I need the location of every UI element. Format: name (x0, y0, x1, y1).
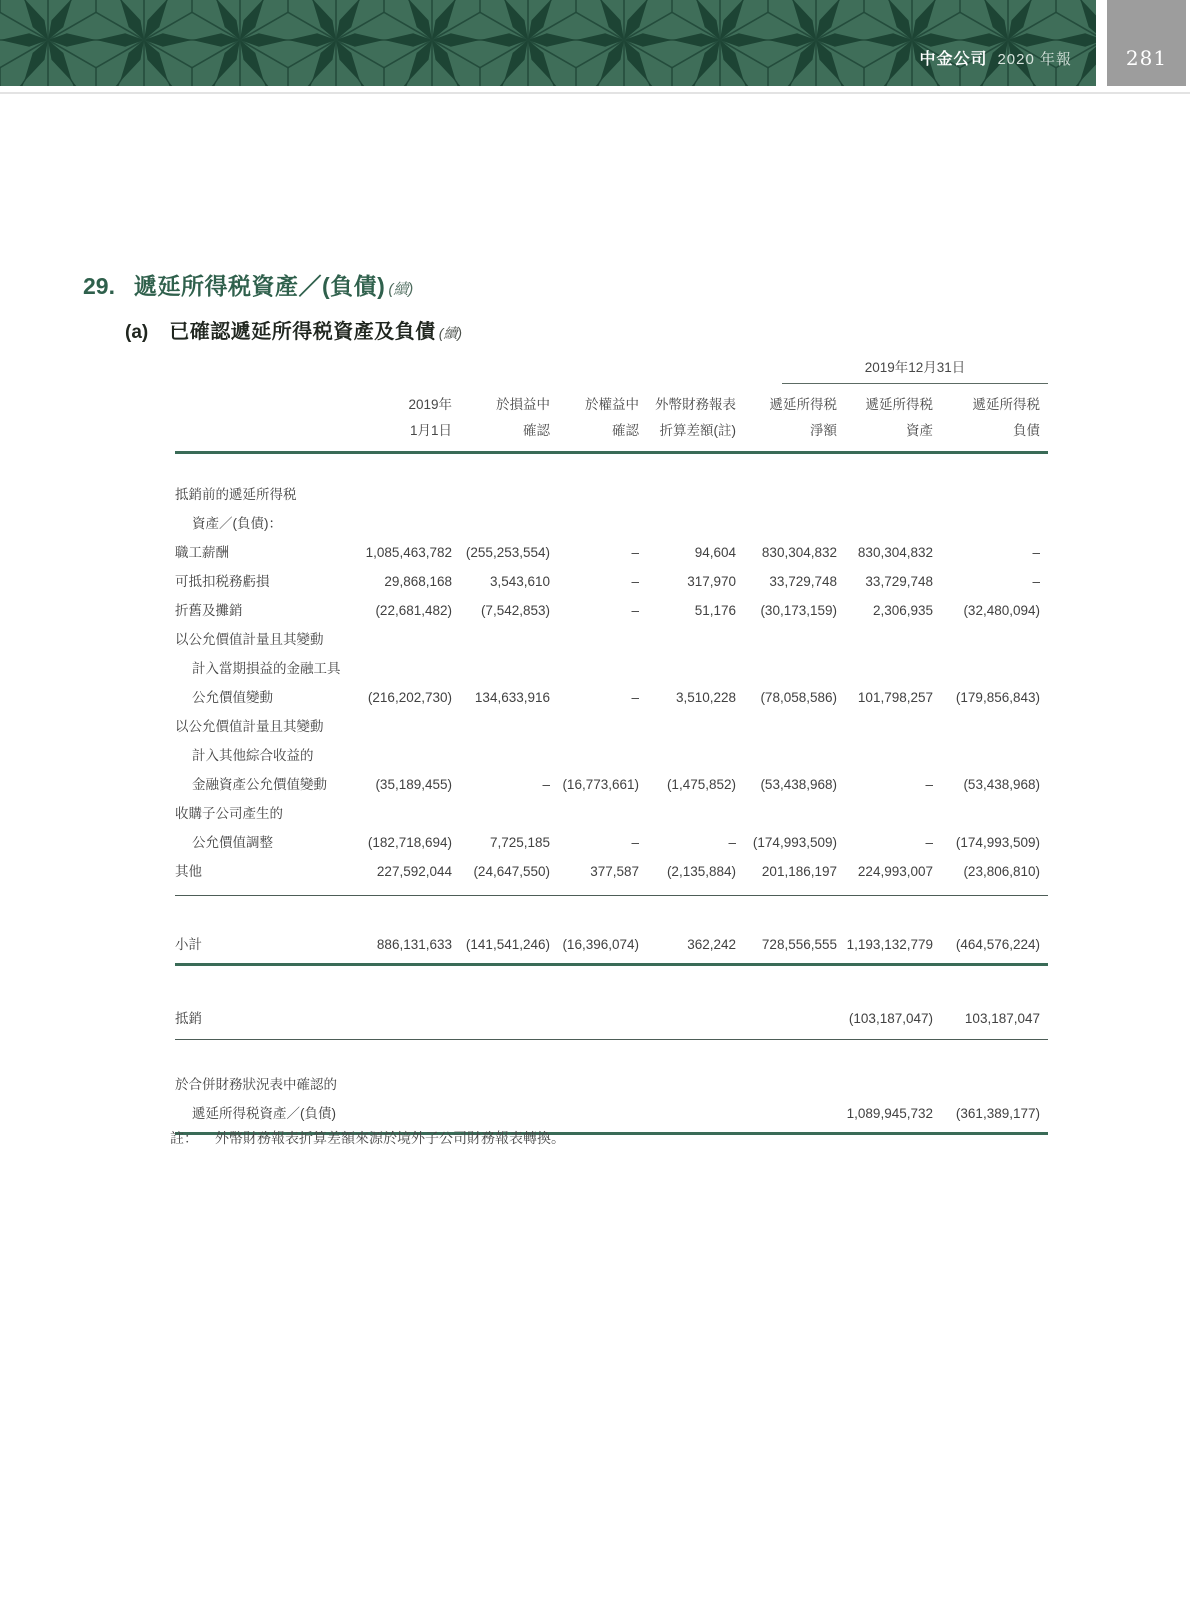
cell-value: (22,681,482) (375, 603, 452, 618)
cell-value: (179,856,843) (955, 690, 1040, 705)
cell-value: 103,187,047 (964, 1011, 1040, 1026)
cell-value (647, 741, 744, 770)
cell-value (744, 1099, 845, 1128)
column-header: 於損益中 確認 (496, 397, 550, 438)
cell-value: – (925, 835, 933, 850)
cell-value (558, 1099, 647, 1128)
cell-value (360, 741, 460, 770)
cell-value: (53,438,968) (963, 777, 1040, 792)
row-label: 資產／(負債)： (192, 516, 282, 531)
cell-value: (32,480,094) (963, 603, 1040, 618)
table-row (175, 828, 1048, 857)
column-header-row (175, 384, 1048, 444)
banner-text (0, 0, 1096, 86)
cell-value (845, 480, 941, 509)
cell-value (845, 654, 941, 683)
company-name: 中金公司 (919, 51, 988, 68)
subsection-letter: (a) (125, 322, 149, 343)
page-number-box (1107, 0, 1186, 86)
cell-value: 33,729,748 (865, 574, 933, 589)
cell-value (360, 654, 460, 683)
section-title: 遞延所得税資產／(負債) (133, 273, 386, 299)
cell-value: – (631, 690, 639, 705)
cell-value: 830,304,832 (761, 545, 837, 560)
table-row (175, 654, 1048, 683)
cell-value (941, 480, 1048, 509)
table-rule (175, 963, 1048, 966)
cell-value (360, 509, 460, 538)
cell-value (744, 799, 845, 828)
cell-value: (30,173,159) (760, 603, 837, 618)
cell-value: 224,993,007 (857, 864, 933, 879)
cell-value (744, 625, 845, 654)
cell-value: (174,993,509) (752, 835, 837, 850)
cell-value: (464,576,224) (955, 937, 1040, 952)
row-label: 收購子公司產生的 (175, 806, 283, 821)
row-label: 遞延所得税資產／(負債) (192, 1106, 336, 1121)
cell-value: 101,798,257 (857, 690, 933, 705)
row-label: 金融資產公允價值變動 (192, 777, 327, 792)
period-header-row (175, 356, 1048, 384)
table-row (175, 625, 1048, 654)
table-rule (175, 895, 1048, 896)
column-header: 2019年 1月1日 (408, 397, 452, 438)
cell-value: 29,868,168 (384, 574, 452, 589)
cell-value (460, 799, 558, 828)
table-row (175, 799, 1048, 828)
cell-value: (23,806,810) (963, 864, 1040, 879)
cell-value: 2,306,935 (872, 603, 933, 618)
cell-value (744, 480, 845, 509)
column-header: 遞延所得税 負債 (972, 397, 1040, 438)
cell-value (845, 712, 941, 741)
row-label: 職工薪酬 (175, 545, 229, 560)
cell-value: 830,304,832 (857, 545, 933, 560)
cell-value: 3,543,610 (489, 574, 550, 589)
column-header: 遞延所得税 淨額 (769, 397, 837, 438)
cell-value: 201,186,197 (761, 864, 837, 879)
row-label: 以公允價值計量且其變動 (175, 719, 324, 734)
row-label: 計入其他綜合收益的 (192, 748, 314, 763)
cell-value (360, 1099, 460, 1128)
cell-value: – (631, 835, 639, 850)
row-label: 計入當期損益的金融工具 (192, 661, 341, 676)
deferred-tax-table (175, 356, 1048, 1135)
row-label: 以公允價值計量且其變動 (175, 632, 324, 647)
cell-value (845, 1070, 941, 1099)
cell-value: – (542, 777, 550, 792)
cell-value (744, 1070, 845, 1099)
cell-value (460, 654, 558, 683)
cell-value: 728,556,555 (761, 937, 837, 952)
cell-value: 134,633,916 (474, 690, 550, 705)
cell-value: – (631, 574, 639, 589)
footnote-label: 註： (170, 1130, 198, 1146)
table-row (175, 741, 1048, 770)
cell-value: (7,542,853) (480, 603, 550, 618)
cell-value: – (1032, 545, 1040, 560)
column-header (175, 392, 360, 444)
cell-value (360, 712, 460, 741)
row-label: 折舊及攤銷 (175, 603, 243, 618)
column-header: 於權益中 確認 (585, 397, 639, 438)
cell-value (360, 799, 460, 828)
cell-value (845, 625, 941, 654)
footnote-text: 外幣財務報表折算差額來源於境外子公司財務報表轉換。 (215, 1130, 565, 1146)
table-row (175, 857, 1048, 886)
cell-value: 317,970 (687, 574, 736, 589)
cell-value (941, 1070, 1048, 1099)
table-row (175, 683, 1048, 712)
cell-value: 1,085,463,782 (365, 545, 452, 560)
header-banner (0, 0, 1096, 86)
table-row (175, 712, 1048, 741)
table-row (175, 770, 1048, 799)
report-year: 2020 年報 (997, 51, 1072, 68)
cell-value: (78,058,586) (760, 690, 837, 705)
subsection-title-line (125, 315, 462, 344)
row-label: 公允價值調整 (192, 835, 273, 850)
header-divider (0, 92, 1190, 94)
cell-value: 1,089,945,732 (846, 1106, 933, 1121)
table-row (175, 1070, 1048, 1099)
cell-value: 362,242 (687, 937, 736, 952)
cell-value (744, 509, 845, 538)
table-body (175, 480, 1048, 1135)
cell-value: (361,389,177) (955, 1106, 1040, 1121)
cell-value: 33,729,748 (769, 574, 837, 589)
row-label: 小計 (175, 937, 202, 952)
cell-value: (141,541,246) (465, 937, 550, 952)
cell-value (460, 741, 558, 770)
column-header: 外幣財務報表 折算差額(註) (655, 397, 736, 438)
cell-value (558, 480, 647, 509)
cell-value (360, 1070, 460, 1099)
cell-value (558, 799, 647, 828)
cell-value (460, 509, 558, 538)
cell-value (360, 480, 460, 509)
table-row (175, 509, 1048, 538)
cell-value: – (925, 777, 933, 792)
subsection-title-suffix: (續) (438, 325, 463, 341)
section-title-line (83, 268, 462, 301)
cell-value: (182,718,694) (367, 835, 452, 850)
cell-value (558, 625, 647, 654)
cell-value (845, 509, 941, 538)
table-row (175, 480, 1048, 509)
cell-value (647, 654, 744, 683)
table-row (175, 596, 1048, 625)
row-label: 抵銷前的遞延所得税 (175, 487, 297, 502)
cell-value: 51,176 (694, 603, 736, 618)
cell-value (647, 1070, 744, 1099)
cell-value: (174,993,509) (955, 835, 1040, 850)
cell-value (941, 509, 1048, 538)
cell-value: 3,510,228 (675, 690, 736, 705)
cell-value: – (631, 603, 639, 618)
cell-value (744, 654, 845, 683)
cell-value: – (1032, 574, 1040, 589)
cell-value (647, 799, 744, 828)
cell-value: (35,189,455) (375, 777, 452, 792)
cell-value (558, 741, 647, 770)
cell-value (558, 654, 647, 683)
row-label: 其他 (175, 864, 202, 879)
cell-value: (255,253,554) (465, 545, 550, 560)
cell-value (941, 654, 1048, 683)
cell-value (941, 625, 1048, 654)
table-rule (175, 1039, 1048, 1040)
cell-value: (16,396,074) (562, 937, 639, 952)
cell-value (744, 712, 845, 741)
column-header: 遞延所得税 資產 (865, 397, 933, 438)
cell-value (460, 480, 558, 509)
cell-value (558, 509, 647, 538)
cell-value: – (728, 835, 736, 850)
cell-value (744, 1004, 845, 1033)
cell-value (460, 712, 558, 741)
cell-value (845, 741, 941, 770)
cell-value: 227,592,044 (376, 864, 452, 879)
cell-value (941, 799, 1048, 828)
cell-value (460, 1070, 558, 1099)
row-label: 抵銷 (175, 1011, 202, 1026)
cell-value (460, 625, 558, 654)
footnote (170, 1128, 565, 1148)
table-row (175, 930, 1048, 959)
cell-value (845, 799, 941, 828)
cell-value: 1,193,132,779 (846, 937, 933, 952)
section-title-suffix: (續) (388, 281, 414, 298)
table-rule (175, 451, 1048, 454)
section-number: 29. (83, 273, 115, 299)
cell-value: (24,647,550) (473, 864, 550, 879)
subsection-title: 已確認遞延所得税資產及負債 (169, 321, 436, 343)
cell-value: – (631, 545, 639, 560)
table-row (175, 567, 1048, 596)
table-row (175, 538, 1048, 567)
cell-value (647, 712, 744, 741)
cell-value (460, 1004, 558, 1033)
row-label: 於合併財務狀況表中確認的 (175, 1077, 337, 1092)
cell-value (647, 480, 744, 509)
cell-value: (2,135,884) (666, 864, 736, 879)
table-row (175, 1004, 1048, 1033)
cell-value: 94,604 (694, 545, 736, 560)
cell-value (558, 1070, 647, 1099)
cell-value (360, 1004, 460, 1033)
cell-value (558, 712, 647, 741)
cell-value: (16,773,661) (562, 777, 639, 792)
cell-value (941, 712, 1048, 741)
cell-value (744, 741, 845, 770)
cell-value: 886,131,633 (376, 937, 452, 952)
cell-value (647, 1099, 744, 1128)
cell-value (941, 741, 1048, 770)
cell-value (647, 625, 744, 654)
cell-value (360, 625, 460, 654)
cell-value (460, 1099, 558, 1128)
period-header: 2019年12月31日 (782, 356, 1048, 384)
row-label: 公允價值變動 (192, 690, 273, 705)
cell-value (647, 509, 744, 538)
cell-value: (216,202,730) (367, 690, 452, 705)
section-heading (83, 268, 462, 344)
cell-value: 7,725,185 (489, 835, 550, 850)
row-label: 可抵扣税務虧損 (175, 574, 270, 589)
cell-value (647, 1004, 744, 1033)
cell-value: (1,475,852) (666, 777, 736, 792)
cell-value: 377,587 (590, 864, 639, 879)
cell-value: (53,438,968) (760, 777, 837, 792)
cell-value: (103,187,047) (848, 1011, 933, 1026)
cell-value (558, 1004, 647, 1033)
table-row (175, 1099, 1048, 1128)
page-number: 281 (1125, 46, 1168, 70)
